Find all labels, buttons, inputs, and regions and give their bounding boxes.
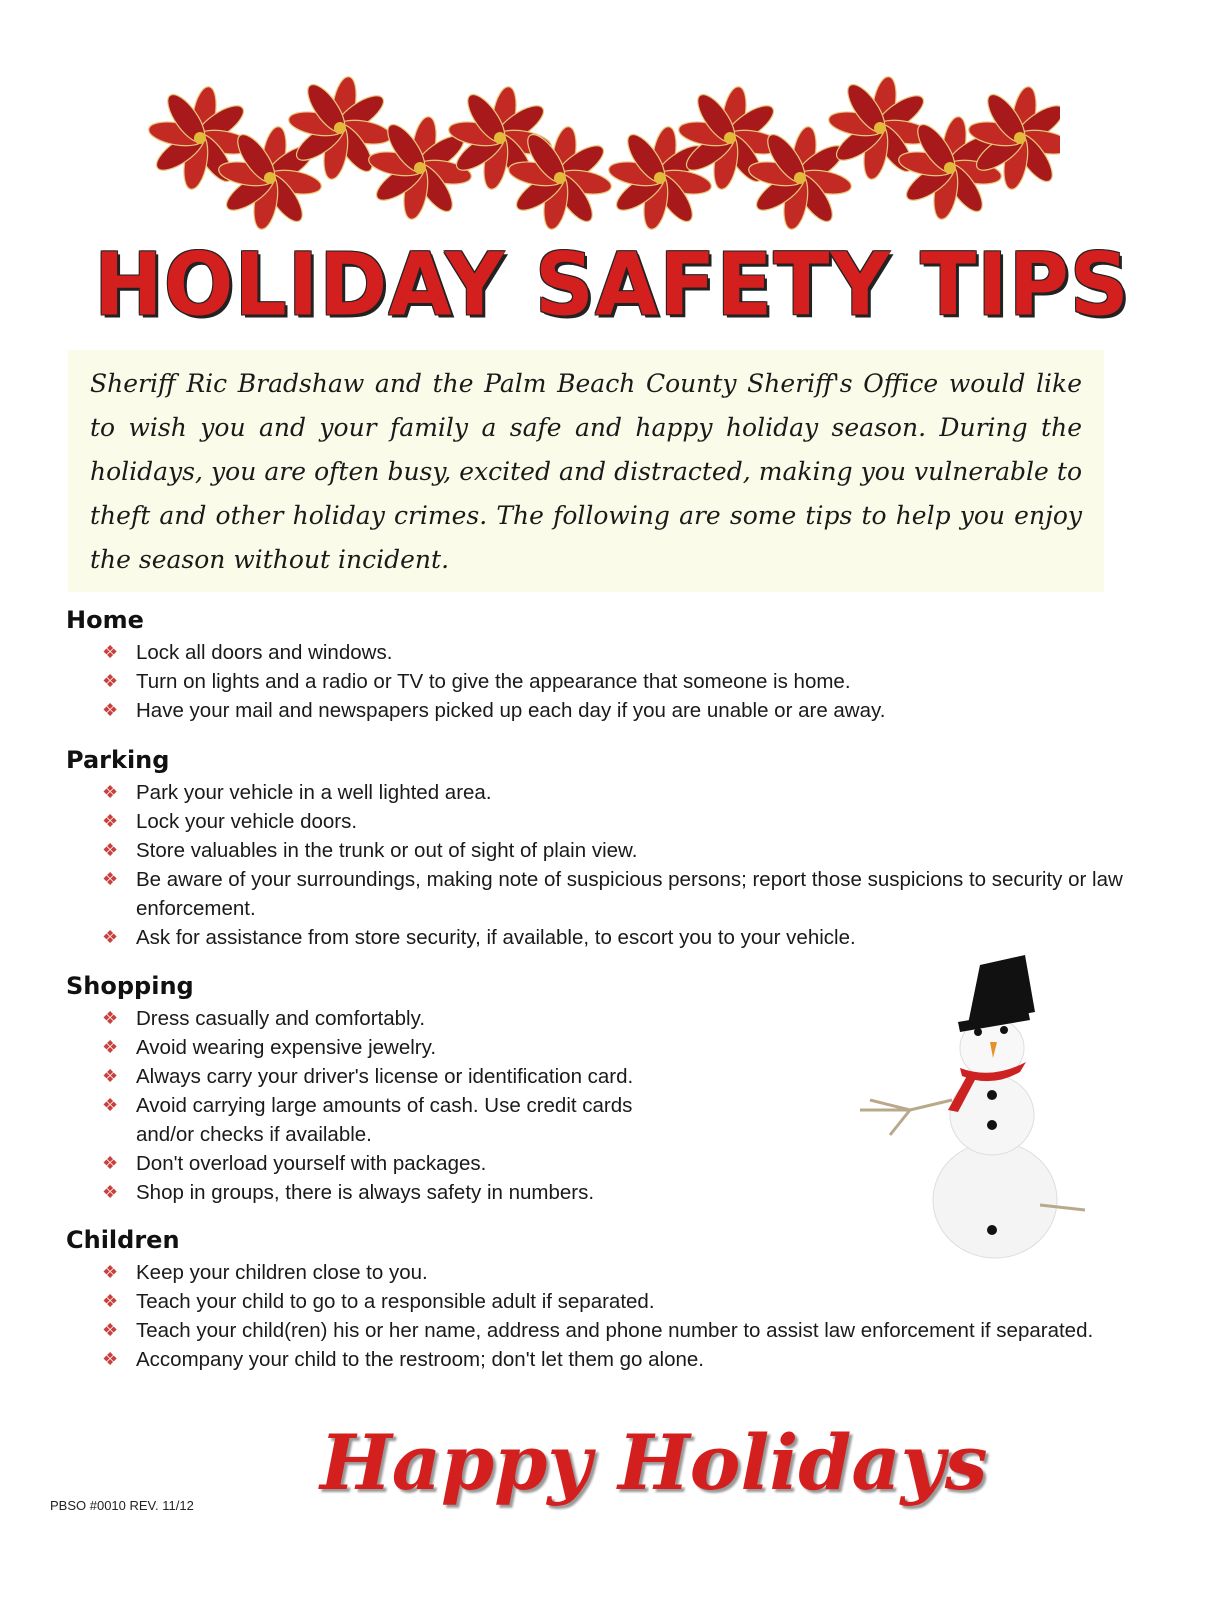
bullet-icon: ❖ — [102, 1320, 119, 1340]
tip-text: Always carry your driver's license or identification card. — [136, 1065, 634, 1088]
tip-text: Don't overload yourself with packages. — [136, 1152, 487, 1175]
section-heading: Children — [66, 1226, 180, 1254]
bullet-icon: ❖ — [102, 1349, 119, 1369]
tip-text: Keep your children close to you. — [136, 1261, 428, 1284]
tip-text: Teach your child to go to a responsible adult if separated. — [136, 1290, 655, 1313]
bullet-icon: ❖ — [102, 1008, 119, 1028]
poinsettia-garland-image — [140, 68, 1060, 238]
section-home — [66, 606, 1166, 725]
form-number: PBSO #0010 REV. 11/12 — [50, 1498, 194, 1513]
tip-text: Turn on lights and a radio or TV to give the appearance that someone is home. — [136, 670, 851, 693]
bullet-icon: ❖ — [102, 1262, 119, 1282]
tip-text: Lock all doors and windows. — [136, 641, 393, 664]
bullet-icon: ❖ — [102, 1066, 119, 1086]
tip-text: Ask for assistance from store security, if available, to escort you to your vehicle. — [136, 926, 856, 949]
tip-item — [66, 923, 1166, 952]
intro-paragraph: Sheriff Ric Bradshaw and the Palm Beach County Sheriff's Office would like to wish you and your family a safe and happy holiday season. During the holidays, you are often busy, excited and distracted, making you vulnerable to theft and other holiday crimes. The following are some tips to help you enjoy the season without incident. — [68, 350, 1104, 592]
tip-item — [66, 638, 1166, 667]
bullet-icon: ❖ — [102, 1095, 119, 1115]
tip-item — [66, 1345, 1166, 1374]
tip-text: Be aware of your surroundings, making note of suspicious persons; report those suspicions to security or law enforcement. — [136, 868, 1123, 920]
tip-text: Teach your child(ren) his or her name, address and phone number to assist law enforcement if separated. — [136, 1319, 1094, 1342]
bullet-icon: ❖ — [102, 642, 119, 662]
bullet-icon: ❖ — [102, 840, 119, 860]
bullet-icon: ❖ — [102, 811, 119, 831]
bullet-icon: ❖ — [102, 1037, 119, 1057]
tip-text: Lock your vehicle doors. — [136, 810, 358, 833]
bullet-icon: ❖ — [102, 927, 119, 947]
happy-holidays-text: Happy Holidays — [320, 1418, 988, 1507]
tip-item — [66, 865, 1166, 923]
snowman-image — [850, 950, 1100, 1270]
tip-text: Store valuables in the trunk or out of sight of plain view. — [136, 839, 638, 862]
tip-item — [66, 667, 1166, 696]
bullet-icon: ❖ — [102, 1182, 119, 1202]
section-heading: Shopping — [66, 972, 194, 1000]
tip-item — [66, 778, 1166, 807]
tip-text: Shop in groups, there is always safety in numbers. — [136, 1181, 595, 1204]
tip-item — [66, 836, 1166, 865]
tip-item — [66, 696, 1166, 725]
bullet-icon: ❖ — [102, 700, 119, 720]
tip-text: Dress casually and comfortably. — [136, 1007, 426, 1030]
tip-text: Park your vehicle in a well lighted area. — [136, 781, 492, 804]
bullet-icon: ❖ — [102, 869, 119, 889]
tip-text: Have your mail and newspapers picked up each day if you are unable or are away. — [136, 699, 886, 722]
bullet-icon: ❖ — [102, 782, 119, 802]
bullet-icon: ❖ — [102, 1153, 119, 1173]
tip-item — [66, 1287, 1166, 1316]
tip-item — [66, 1316, 1166, 1345]
tip-text: Accompany your child to the restroom; don't let them go alone. — [136, 1348, 704, 1371]
bullet-icon: ❖ — [102, 1291, 119, 1311]
tip-text: Avoid wearing expensive jewelry. — [136, 1036, 437, 1059]
section-heading: Parking — [66, 746, 170, 774]
section-heading: Home — [66, 606, 144, 634]
page-title: HOLIDAY SAFETY TIPS — [94, 235, 1130, 336]
tip-item — [66, 1091, 696, 1149]
tip-item — [66, 807, 1166, 836]
bullet-icon: ❖ — [102, 671, 119, 691]
section-parking — [66, 746, 1166, 952]
tip-text: Avoid carrying large amounts of cash. Use credit cards and/or checks if available. — [136, 1094, 633, 1146]
